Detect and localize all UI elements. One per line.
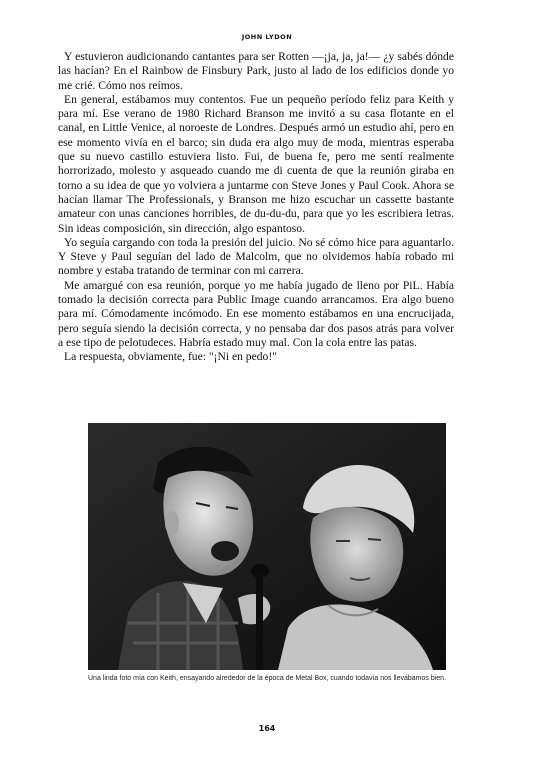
paragraph: En general, estábamos muy contentos. Fue un pequeño período feliz para Keith y para mí. Ese verano de 1980 Richard Branson me invitó a su casa flotante en el canal, en Little Venice, al noroeste de Londres. Después armó un estudio ahí, pero en ese momento vivía en el barco; sin duda era algo muy de moda, mientras esperaba que su nuevo castillo estuviera listo. Fui, de buena fe, pero me sentí realmente horrorizado, molesto y asqueado cuando me di cuenta de que la reunión giraba en torno a su idea de que yo volviera a juntarme con Steve Jones y Paul Cook. Ahora se hacían llamar The Professionals, y Branson me hizo escuchar un cassette bastante amateur con unas canciones horribles, de du-du-du, para que yo les escribiera letras. Sin ideas composición, sin dirección, algo espantoso. (58, 92, 454, 235)
photo (88, 423, 446, 670)
running-head: JOHN LYDON (241, 33, 293, 41)
photo-caption: Una linda foto mía con Keith, ensayando alrededor de la época de Metal Box, cuando todavía nos llevábamos bien. (88, 675, 447, 682)
body-text (58, 50, 454, 365)
paragraph: La respuesta, obviamente, fue: "¡Ni en pedo!" (64, 350, 277, 364)
paragraph: Y estuvieron audicionando cantantes para ser Rotten —¡ja, ja, ja!— ¿y sabés dónde las hacían? En el Rainbow de Finsbury Park, justo al lado de los edificios donde yo me crié. Cómo nos reímos. (58, 50, 454, 92)
photo-illustration (88, 423, 446, 670)
page-number: 164 (258, 724, 276, 733)
paragraph: Me amargué con esa reunión, porque yo me había jugado de lleno por PiL. Había tomado la decisión correcta para Public Image cuando arrancamos. Era algo bueno para mí. Cómodamente incómodo. En ese momento estábamos en una encrucijada, pero seguía siendo la decisión correcta, y no pensaba dar dos pasos atrás para volver a ese tipo de pelotudeces. Habría estado muy mal. Con la cola entre las patas. (58, 278, 454, 349)
paragraph: Yo seguía cargando con toda la presión del juicio. No sé cómo hice para aguantarlo. Y Steve y Paul seguían del lado de Malcolm, que no olvidemos había robado mi nombre y estaba tratando de terminar con mi carrera. (58, 235, 454, 278)
